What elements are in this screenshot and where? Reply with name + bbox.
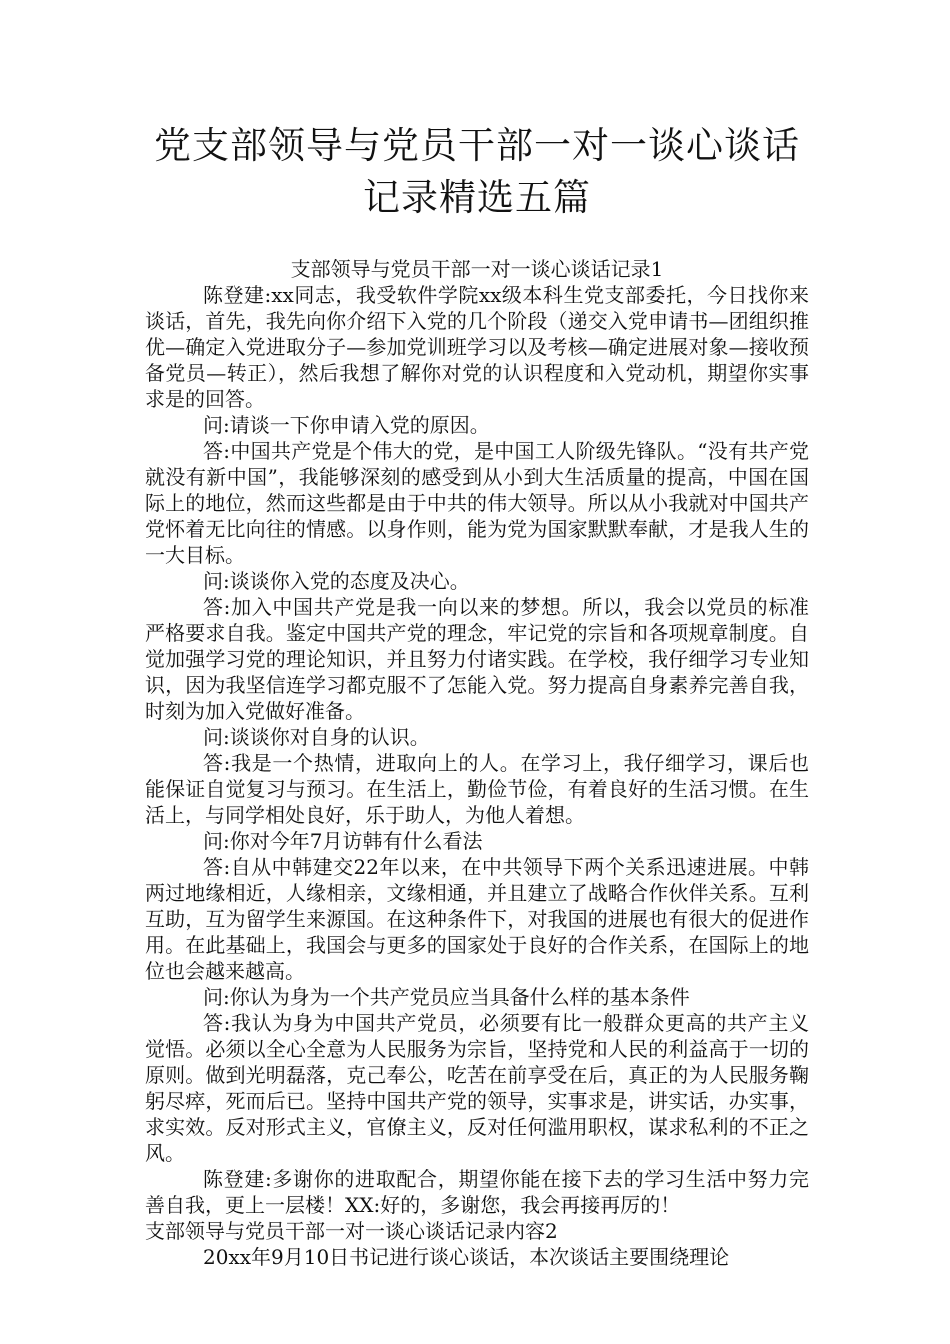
answer-paragraph: 答:我是一个热情，进取向上的人。在学习上，我仔细学习，课后也能保证自觉复习与预习。在生活上，勤俭节俭，有着良好的生活习惯。在生活上，与同学相处良好，乐于助人，为他人着想。 (145, 751, 809, 827)
answer-paragraph: 答:加入中国共产党是我一向以来的梦想。所以，我会以党员的标准严格要求自我。鉴定中国共产党的理念，牢记党的宗旨和各项规章制度。自觉加强学习党的理论知识，并且努力付诸实践。在学校，我仔细学习专业知识，因为我坚信连学习都克服不了怎能入党。努力提高自身素养完善自我，时刻为加入党做好准备。 (145, 595, 809, 723)
section-heading: 支部领导与党员干部一对一谈心谈话记录1 (290, 257, 664, 281)
paragraph: 20xx年9月10日书记进行谈心谈话，本次谈话主要围绕理论 (203, 1245, 730, 1269)
answer-paragraph: 答:中国共产党是个伟大的党，是中国工人阶级先锋队。“没有共产党就没有新中国”，我能够深刻的感受到从小到大生活质量的提高，中国在国际上的地位，然而这些都是由于中共的伟大领导。所以从小我就对中国共产党怀着无比向往的情感。以身作则，能为党为国家默默奉献，才是我人生的一大目标。 (145, 439, 809, 567)
answer-paragraph: 答:我认为身为中国共产党员，必须要有比一般群众更高的共产主义觉悟。必须以全心全意为人民服务为宗旨，坚持党和人民的利益高于一切的原则。做到光明磊落，克己奉公，吃苦在前享受在后，真正的为人民服务鞠躬尽瘁，死而后已。坚持中国共产党的领导，实事求是，讲实话，办实事，求实效。反对形式主义，官僚主义，反对任何滥用职权，谋求私利的不正之风。 (145, 1011, 809, 1165)
answer-paragraph: 答:自从中韩建交22年以来，在中共领导下两个关系迅速进展。中韩两过地缘相近，人缘相亲，文缘相通，并且建立了战略合作伙伴关系。互利互助，互为留学生来源国。在这种条件下，对我国的进展也有很大的促进作用。在此基础上，我国会与更多的国家处于良好的合作关系，在国际上的地位也会越来越高。 (145, 855, 809, 983)
question-paragraph: 问:谈谈你入党的态度及决心。 (203, 569, 470, 593)
question-paragraph: 问:你认为身为一个共产党员应当具备什么样的基本条件 (203, 985, 690, 1009)
paragraph: 陈登建:xx同志，我受软件学院xx级本科生党支部委托，今日找你来谈话，首先，我先向你介绍下入党的几个阶段（递交入党申请书—团组织推优—确定入党进取分子—参加党训班学习以及考核—确定进展对象—接收预备党员—转正），然后我想了解你对党的认识程度和入党动机，期望你实事求是的回答。 (145, 283, 809, 411)
document-title: 党支部领导与党员干部一对一谈心谈话记录精选五篇 (154, 124, 800, 219)
closing-paragraph: 陈登建:多谢你的进取配合，期望你能在接下去的学习生活中努力完善自我，更上一层楼！XX:好的，多谢您，我会再接再厉的！ (145, 1167, 809, 1217)
section-heading-2: 支部领导与党员干部一对一谈心谈话记录内容2 (145, 1219, 558, 1243)
document-page (145, 120, 809, 1270)
document-body (145, 256, 809, 1270)
question-paragraph: 问:谈谈你对自身的认识。 (203, 725, 430, 749)
question-paragraph: 问:请谈一下你申请入党的原因。 (203, 413, 490, 437)
question-paragraph: 问:你对今年7月访韩有什么看法 (203, 829, 483, 853)
